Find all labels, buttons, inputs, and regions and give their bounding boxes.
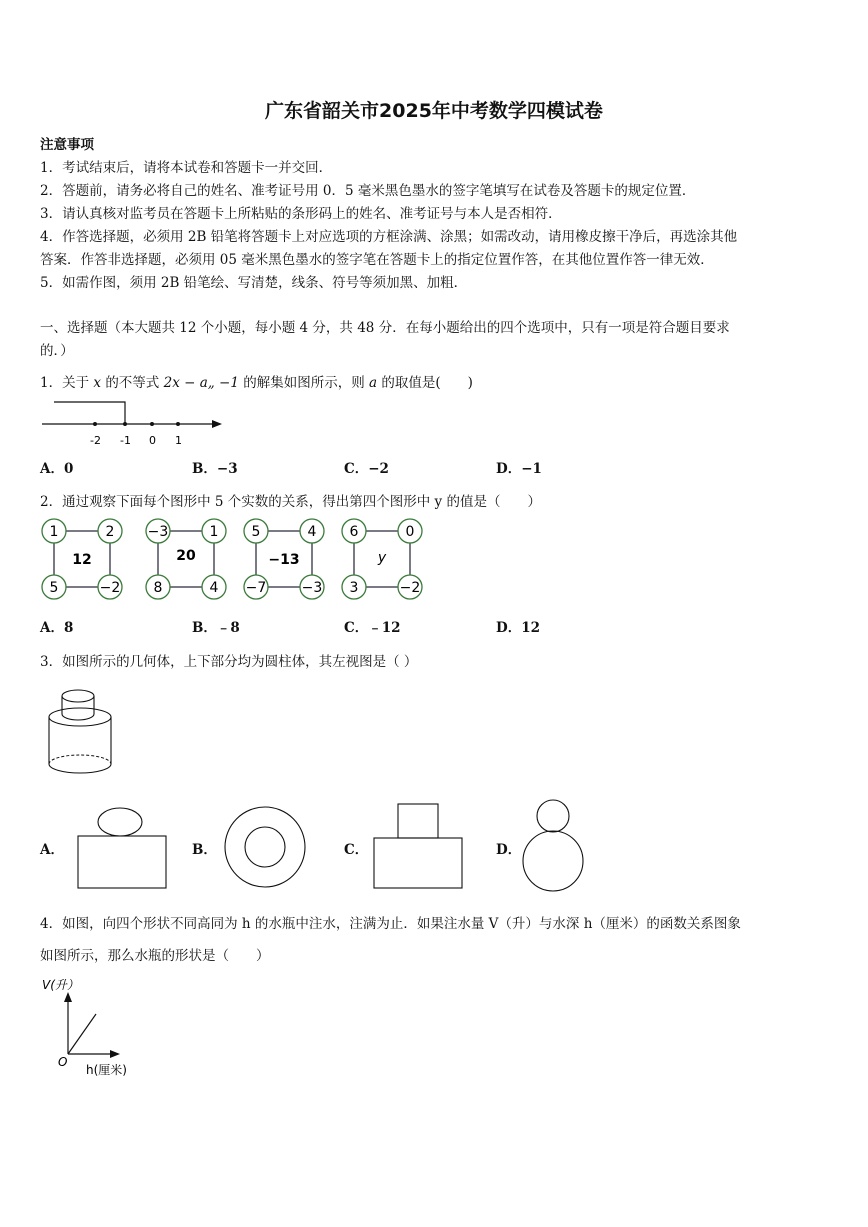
corner-value: 8 (153, 580, 163, 596)
tick-dot (93, 422, 97, 426)
corner-value: 3 (349, 580, 359, 596)
tick-dot (176, 422, 180, 426)
q2-option-a[interactable]: A．8 (40, 620, 74, 636)
q1-expr: 2x − a„ −1 (163, 375, 239, 391)
center-value: 20 (176, 548, 196, 564)
page-title: 广东省韶关市2025年中考数学四模试卷 (265, 100, 603, 122)
corner-value: 2 (105, 524, 115, 540)
corner-value: −2 (399, 580, 421, 596)
x-axis-label: h(厘米) (86, 1063, 127, 1077)
q1-mid: 的不等式 (105, 375, 160, 391)
q1-suffix-b: 的取值是( ) (381, 375, 473, 391)
corner-value: 4 (307, 524, 317, 540)
notice-item: 1．考试结束后，请将本试卷和答题卡一并交回． (40, 160, 333, 176)
graph-line (68, 1014, 96, 1054)
corner-value: 5 (49, 580, 59, 596)
corner-value: 1 (49, 524, 59, 540)
q1-option-b[interactable]: B．−3 (192, 461, 238, 477)
arrow-up-icon (64, 992, 72, 1002)
solution-bracket (54, 402, 125, 424)
corner-value: 1 (209, 524, 219, 540)
q1-option-d[interactable]: D．−1 (496, 461, 542, 477)
q3-option-d[interactable]: D． (496, 842, 522, 858)
question-4-stem-line2: 如图所示，那么水瓶的形状是（ ） (40, 948, 270, 964)
q3-option-c-figure (370, 802, 466, 892)
corner-value: 4 (209, 580, 219, 596)
corner-value: 5 (251, 524, 261, 540)
q2-option-d[interactable]: D．12 (496, 620, 540, 636)
y-axis-label: V(升） (42, 978, 79, 992)
origin-label: O (58, 1055, 68, 1069)
q1-prefix: 1．关于 (40, 375, 90, 391)
q1-suffix-a: 的解集如图所示，则 (243, 375, 365, 391)
corner-value: −3 (147, 524, 169, 540)
corner-value: 0 (405, 524, 415, 540)
notice-item: 5．如需作图，须用 2B 铅笔绘、写清楚，线条、符号等须加黑、加粗． (40, 275, 468, 291)
q3-option-a[interactable]: A． (40, 842, 64, 858)
center-value: y (377, 550, 387, 566)
tick-label: 0 (149, 434, 156, 447)
notice-item: 答案．作答非选择题，必须用 05 毫米黑色墨水的签字笔在答题卡上的指定位置作答，在其他位置作答一律无效． (40, 252, 714, 268)
corner-value: −3 (301, 580, 323, 596)
q3-option-d-figure (520, 798, 586, 894)
volume-depth-graph (40, 974, 150, 1080)
q1-var-x: x (93, 375, 102, 391)
notice-item: 2．答题前，请务必将自己的姓名、准考证号用 0．5 毫米黑色墨水的签字笔填写在试卷及答题卡的规定位置． (40, 183, 696, 199)
square-figure-1 (42, 519, 122, 599)
q3-option-b-figure (222, 804, 308, 890)
tick-dot (123, 422, 127, 426)
q3-option-c[interactable]: C． (344, 842, 369, 858)
corner-value: −7 (245, 580, 267, 596)
notice-item: 4．作答选择题，必须用 2B 铅笔将答题卡上对应选项的方框涂满、涂黑；如需改动，请用橡皮擦干净后，再选涂其他 (40, 229, 738, 245)
square-figure-3 (244, 519, 324, 599)
square-figure-4 (342, 519, 422, 599)
q3-option-b[interactable]: B． (192, 842, 217, 858)
number-line-figure (40, 396, 230, 452)
square-figure-2 (146, 519, 226, 599)
q3-option-a-figure (74, 802, 170, 892)
tick-dot (150, 422, 154, 426)
question-1-stem (40, 371, 473, 391)
q1-option-a[interactable]: A．0 (40, 461, 74, 477)
center-value: −13 (268, 552, 300, 568)
number-squares-figure (38, 514, 428, 604)
arrow-right-icon (212, 420, 222, 428)
center-value: 12 (72, 552, 92, 568)
q1-option-c[interactable]: C．−2 (344, 461, 389, 477)
notice-item: 3．请认真核对监考员在答题卡上所粘贴的条形码上的姓名、准考证号与本人是否相符． (40, 206, 562, 222)
tick-label: 1 (175, 434, 182, 447)
section-heading-cont: 的．） (40, 343, 74, 359)
corner-value: −2 (99, 580, 121, 596)
tick-label: -2 (90, 434, 101, 447)
tick-label: -1 (120, 434, 131, 447)
question-3-stem: 3．如图所示的几何体，上下部分均为圆柱体，其左视图是（ ） (40, 654, 418, 670)
arrow-right-icon (110, 1050, 120, 1058)
question-4-stem-line1: 4．如图，向四个形状不同高同为 h 的水瓶中注水，注满为止．如果注水量 V（升）与水深 h（厘米）的函数关系图象 (40, 916, 741, 932)
corner-value: 6 (349, 524, 359, 540)
q1-var-a: a (369, 375, 378, 391)
notice-heading: 注意事项 (40, 137, 94, 153)
question-2-stem: 2．通过观察下面每个图形中 5 个实数的关系，得出第四个图形中 y 的值是（ ） (40, 494, 541, 510)
q2-option-b[interactable]: B．﹣8 (192, 620, 240, 636)
q2-option-c[interactable]: C．﹣12 (344, 620, 401, 636)
section-heading: 一、选择题（本大题共 12 个小题，每小题 4 分，共 48 分．在每小题给出的四个选项中，只有一项是符合题目要求 (40, 320, 730, 336)
cylinder-solid-figure (44, 684, 124, 778)
